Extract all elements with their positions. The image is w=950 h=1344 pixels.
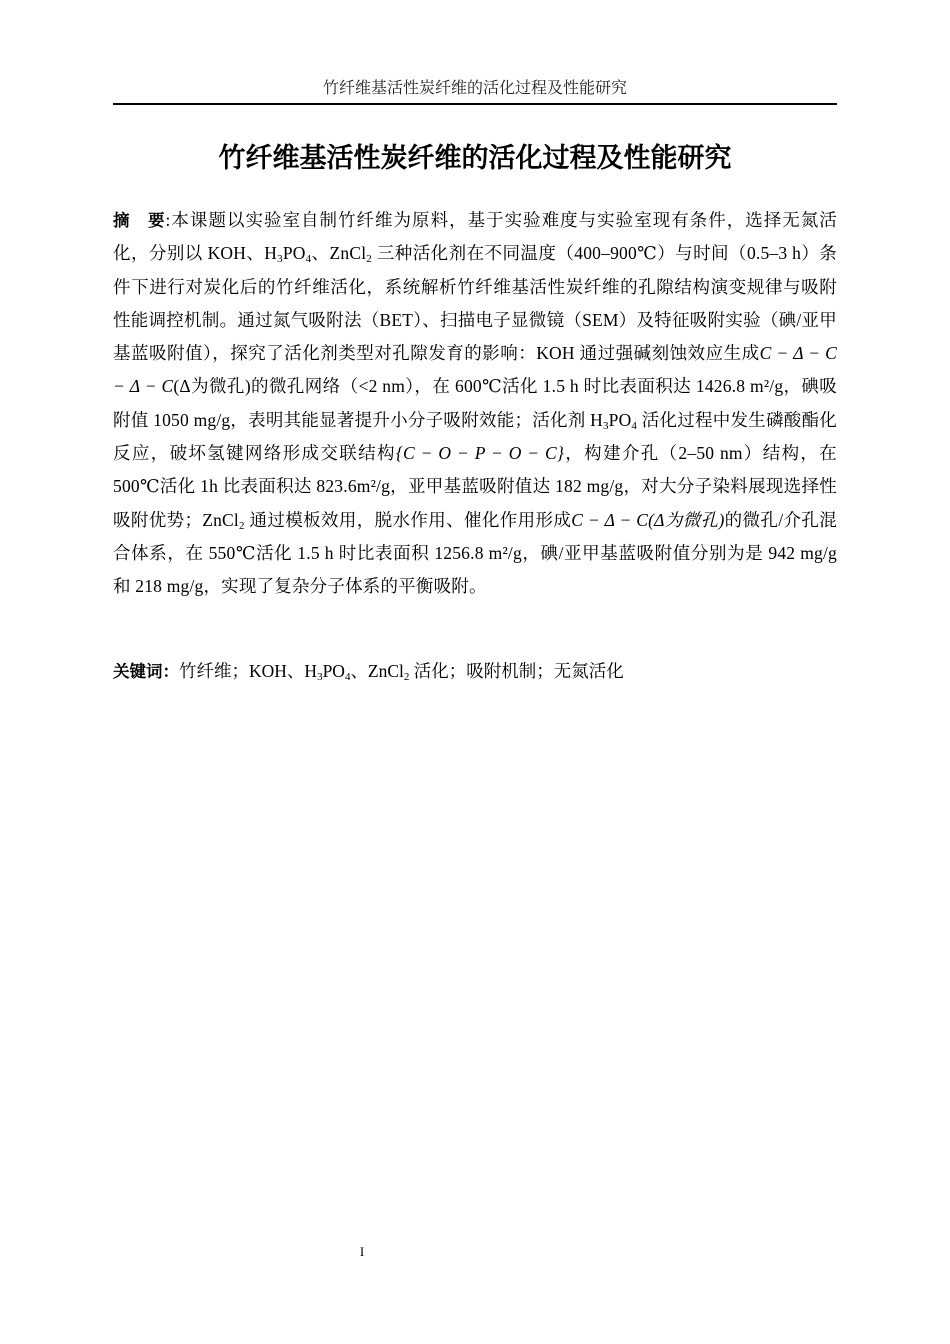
subscript: 2 xyxy=(366,253,372,266)
math-formula: {C − O − P − O − C} xyxy=(395,443,565,464)
running-header: 竹纤维基活性炭纤维的活化过程及性能研究 xyxy=(322,80,627,97)
abstract-text: 活化过程中发生磷酸酯化反应，破坏氢键网络形成交联结构 xyxy=(113,409,837,464)
subscript: 3 xyxy=(602,419,609,432)
page-number: I xyxy=(359,1244,365,1259)
abstract-text: ，构建介孔（2–50 nm）结构，在 500℃活化 1h 比表面积达 823.6m²/g，亚甲基蓝吸附值达 182 mg/g，对大分子染料展现选择性吸附优势；ZnCl xyxy=(113,443,837,530)
math-formula: C − Δ − C − Δ − C xyxy=(113,343,838,397)
abstract-paragraph xyxy=(113,204,837,604)
keywords-paragraph xyxy=(113,655,837,688)
header-rule xyxy=(113,103,837,105)
abstract-text: 通过模板效用，脱水作用、催化作用形成 xyxy=(244,509,572,530)
abstract-text: :本课题以实验室自制竹纤维为原料，基于实验难度与实验室现有条件，选择无氮活化，分别以 KOH、H xyxy=(113,210,837,264)
keywords-text: 活化；吸附机制；无氮活化 xyxy=(409,661,624,681)
document-title: 竹纤维基活性炭纤维的活化过程及性能研究 xyxy=(218,143,732,174)
math-formula: C − Δ − C xyxy=(571,509,649,530)
abstract-text: PO xyxy=(282,243,306,264)
abstract-label: 摘 要 xyxy=(113,211,166,230)
subscript: 3 xyxy=(277,253,283,266)
abstract-text: 、ZnCl xyxy=(311,243,367,264)
subscript: 2 xyxy=(238,519,245,532)
keywords-text: PO xyxy=(322,661,345,681)
math-formula-note: (Δ为微孔) xyxy=(648,509,725,530)
abstract-text: 三种活化剂在不同温度（400–900℃）与时间（0.5–3 h）条件下进行对炭化后的竹纤维活化，系统解析竹纤维基活性炭纤维的孔隙结构演变规律与吸附性能调控机制。通过氮气吸附法（BET）、扫描电子显微镜（SEM）及特征吸附实验（碘/亚甲基蓝吸附值），探究了活化剂类型对孔隙发育的影响：KOH 通过强碱刻蚀效应生成 xyxy=(113,243,837,364)
abstract-text: (Δ为微孔)的微孔网络（<2 nm），在 600℃活化 1.5 h 时比表面积达 1426.8 m²/g，碘吸附值 1050 mg/g，表明其能显著提升小分子吸附效能；活化剂 H xyxy=(113,376,837,430)
abstract-text: 的微孔/介孔混合体系，在 550℃活化 1.5 h 时比表面积 1256.8 m²/g，碘/亚甲基蓝吸附值分别为是 942 mg/g 和 218 mg/g，实现了复杂分子体系的平衡吸附。 xyxy=(113,509,837,597)
subscript: 4 xyxy=(631,419,638,432)
subscript: 2 xyxy=(403,671,410,683)
subscript: 3 xyxy=(317,671,323,683)
keywords-text: 、ZnCl xyxy=(350,661,404,681)
abstract-text: PO xyxy=(608,409,632,430)
keywords-label: 关键词： xyxy=(113,662,179,681)
keywords-text: 竹纤维；KOH、H xyxy=(179,661,318,681)
subscript: 4 xyxy=(344,671,351,683)
subscript: 4 xyxy=(305,253,312,266)
